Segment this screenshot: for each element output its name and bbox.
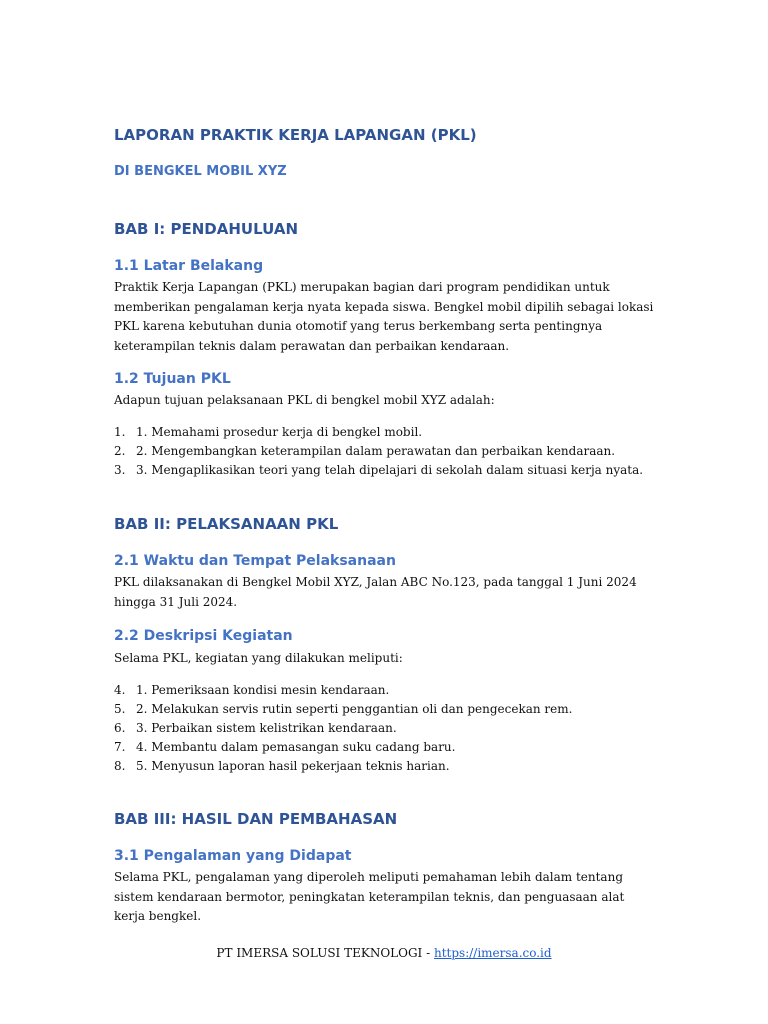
list-marker: 5.	[114, 702, 126, 716]
list-item-text: 3. Mengaplikasikan teori yang telah dipelajari di sekolah dalam situasi kerja nyata.	[136, 463, 644, 477]
section-1-1-heading: 1.1 Latar Belakang	[114, 258, 264, 274]
list-item	[114, 719, 572, 738]
footer-link[interactable]: https://imersa.co.id	[433, 946, 552, 960]
list-item-text: 2. Melakukan servis rutin seperti penggantian oli dan pengecekan rem.	[136, 702, 573, 716]
section-1-1-text: Praktik Kerja Lapangan (PKL) merupakan bagian dari program pendidikan untuk memberikan pengalaman kerja nyata kepada siswa. Bengkel mobil dipilih sebagai lokasi PKL karena kebutuhan dunia otomotif yang terus berkembang serta pentingnya keterampilan teknis dalam perawatan dan perbaikan kendaraan.	[114, 280, 654, 353]
list-item-text: 4. Membantu dalam pemasangan suku cadang baru.	[136, 740, 456, 754]
section-3-1-heading: 3.1 Pengalaman yang Didapat	[114, 848, 352, 864]
section-2-1-heading: 2.1 Waktu dan Tempat Pelaksanaan	[114, 553, 396, 569]
list-marker: 8.	[114, 759, 126, 773]
section-2-2-intro: Selama PKL, kegiatan yang dilakukan meliputi:	[114, 651, 403, 665]
list-marker: 2.	[114, 444, 126, 458]
bab3-heading: BAB III: HASIL DAN PEMBAHASAN	[114, 810, 398, 828]
document-subtitle: DI BENGKEL MOBIL XYZ	[114, 164, 287, 179]
list-item	[114, 461, 643, 480]
bab2-heading: BAB II: PELAKSANAAN PKL	[114, 515, 339, 533]
list-item-text: 1. Pemeriksaan kondisi mesin kendaraan.	[136, 683, 390, 697]
list-marker: 1.	[114, 425, 126, 439]
section-3-1-text: Selama PKL, pengalaman yang diperoleh meliputi pemahaman lebih dalam tentang sistem kendaraan bermotor, peningkatan keterampilan teknis, dan penguasaan alat kerja bengkel.	[114, 870, 625, 923]
footer-company: PT IMERSA SOLUSI TEKNOLOGI -	[216, 946, 434, 960]
kegiatan-list	[114, 681, 572, 776]
list-item	[114, 681, 572, 700]
list-item-text: 3. Perbaikan sistem kelistrikan kendaraan.	[136, 721, 397, 735]
list-item	[114, 442, 643, 461]
bab1-heading: BAB I: PENDAHULUAN	[114, 220, 298, 238]
list-marker: 6.	[114, 721, 126, 735]
list-item	[114, 423, 643, 442]
list-marker: 4.	[114, 683, 126, 697]
list-marker: 3.	[114, 463, 126, 477]
section-1-2-heading: 1.2 Tujuan PKL	[114, 371, 231, 387]
list-item-text: 1. Memahami prosedur kerja di bengkel mobil.	[136, 425, 423, 439]
document-title: LAPORAN PRAKTIK KERJA LAPANGAN (PKL)	[114, 126, 477, 144]
list-item-text: 5. Menyusun laporan hasil pekerjaan teknis harian.	[136, 759, 450, 773]
tujuan-list	[114, 423, 643, 480]
list-item	[114, 757, 572, 776]
list-marker: 7.	[114, 740, 126, 754]
list-item-text: 2. Mengembangkan keterampilan dalam perawatan dan perbaikan kendaraan.	[136, 444, 616, 458]
page-footer	[0, 946, 768, 960]
section-1-2-intro: Adapun tujuan pelaksanaan PKL di bengkel mobil XYZ adalah:	[114, 393, 495, 407]
section-2-1-text: PKL dilaksanakan di Bengkel Mobil XYZ, Jalan ABC No.123, pada tanggal 1 Juni 2024 hingga 31 Juli 2024.	[114, 575, 637, 609]
list-item	[114, 738, 572, 757]
list-item	[114, 700, 572, 719]
section-2-2-heading: 2.2 Deskripsi Kegiatan	[114, 628, 293, 644]
